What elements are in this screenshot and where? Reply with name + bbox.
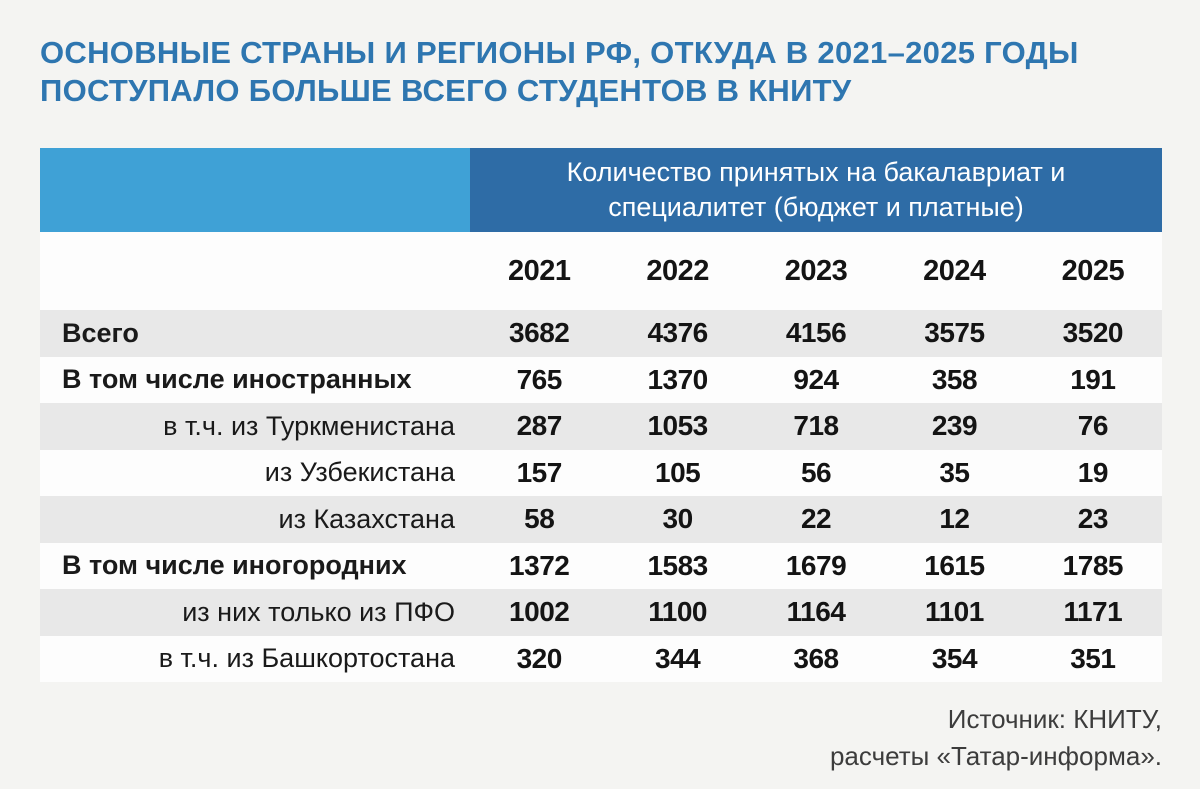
value-cell: 3520 [1062, 317, 1123, 349]
row-label: Всего [62, 317, 139, 348]
value-cell: 320 [516, 642, 562, 674]
data-table [40, 148, 1162, 682]
row-label: В том числе иногородних [62, 550, 407, 581]
value-cell: 1679 [785, 549, 847, 581]
table-row [40, 403, 1162, 450]
year-column-header: 2022 [646, 254, 709, 287]
table-row [40, 496, 1162, 543]
value-cell: 58 [524, 503, 555, 535]
value-cell: 239 [931, 410, 978, 442]
year-header-row [40, 232, 1162, 310]
table-row [40, 636, 1162, 683]
value-cell: 12 [939, 503, 970, 535]
value-cell: 76 [1077, 410, 1108, 442]
value-cell: 157 [516, 456, 562, 488]
row-label: В том числе иностранных [62, 364, 412, 395]
value-cell: 1370 [647, 363, 708, 395]
page-title-line-1: ОСНОВНЫЕ СТРАНЫ И РЕГИОНЫ РФ, ОТКУДА В 2021–2025 ГОДЫ [40, 35, 1079, 70]
value-cell: 351 [1070, 642, 1116, 674]
source-note [830, 701, 1162, 775]
table-row [40, 357, 1162, 404]
header-merged-line-2: специалитет (бюджет и платные) [608, 192, 1024, 222]
value-cell: 1171 [1063, 596, 1123, 628]
row-label: из Казахстана [278, 503, 455, 534]
row-label: в т.ч. из Туркменистана [163, 410, 455, 441]
value-cell: 1372 [509, 549, 570, 581]
value-cell: 344 [655, 642, 701, 674]
year-column-header: 2023 [784, 254, 848, 287]
value-cell: 22 [800, 503, 832, 535]
table-row [40, 310, 1162, 357]
table-header-row [40, 148, 1162, 232]
value-cell: 765 [516, 363, 562, 395]
row-label: из них только из ПФО [182, 596, 455, 627]
value-cell: 19 [1077, 456, 1108, 488]
value-cell: 3682 [509, 317, 570, 349]
row-label: в т.ч. из Башкортостана [158, 643, 455, 674]
value-cell: 287 [516, 410, 562, 442]
value-cell: 718 [793, 410, 839, 442]
value-cell: 35 [939, 456, 970, 488]
year-column-header: 2021 [507, 254, 571, 287]
page-title [40, 34, 1170, 110]
value-cell: 4156 [785, 317, 847, 349]
row-label: из Узбекистана [264, 457, 455, 488]
source-line-2: расчеты «Татар-информа». [829, 741, 1162, 771]
page-title-line-2: ПОСТУПАЛО БОЛЬШЕ ВСЕГО СТУДЕНТОВ В КНИТУ [40, 73, 852, 108]
value-cell: 358 [931, 363, 978, 395]
table-row [40, 589, 1162, 636]
value-cell: 23 [1077, 503, 1108, 535]
value-cell: 1583 [647, 549, 708, 581]
header-merged-line-1: Количество принятых на бакалавриат и [566, 157, 1066, 187]
value-cell: 1101 [925, 596, 984, 628]
value-cell: 4376 [647, 317, 708, 349]
value-cell: 1164 [786, 596, 846, 628]
value-cell: 105 [655, 456, 701, 488]
value-cell: 30 [662, 503, 693, 535]
header-spacer-cell [40, 148, 470, 232]
year-column-header: 2025 [1061, 254, 1125, 287]
year-column-header: 2024 [923, 254, 986, 287]
value-cell: 1053 [647, 410, 708, 442]
header-merged-cell [470, 148, 1162, 232]
value-cell: 354 [931, 642, 978, 674]
value-cell: 1100 [648, 596, 707, 628]
value-cell: 1615 [924, 549, 985, 581]
table-row [40, 450, 1162, 497]
source-line-1: Источник: КНИТУ, [947, 704, 1162, 734]
value-cell: 924 [793, 363, 839, 395]
value-cell: 1002 [509, 596, 570, 628]
value-cell: 56 [800, 456, 832, 488]
value-cell: 368 [793, 642, 839, 674]
value-cell: 3575 [924, 317, 985, 349]
table-body [40, 310, 1162, 682]
value-cell: 1785 [1062, 549, 1123, 581]
value-cell: 191 [1070, 363, 1116, 395]
table-row [40, 543, 1162, 590]
